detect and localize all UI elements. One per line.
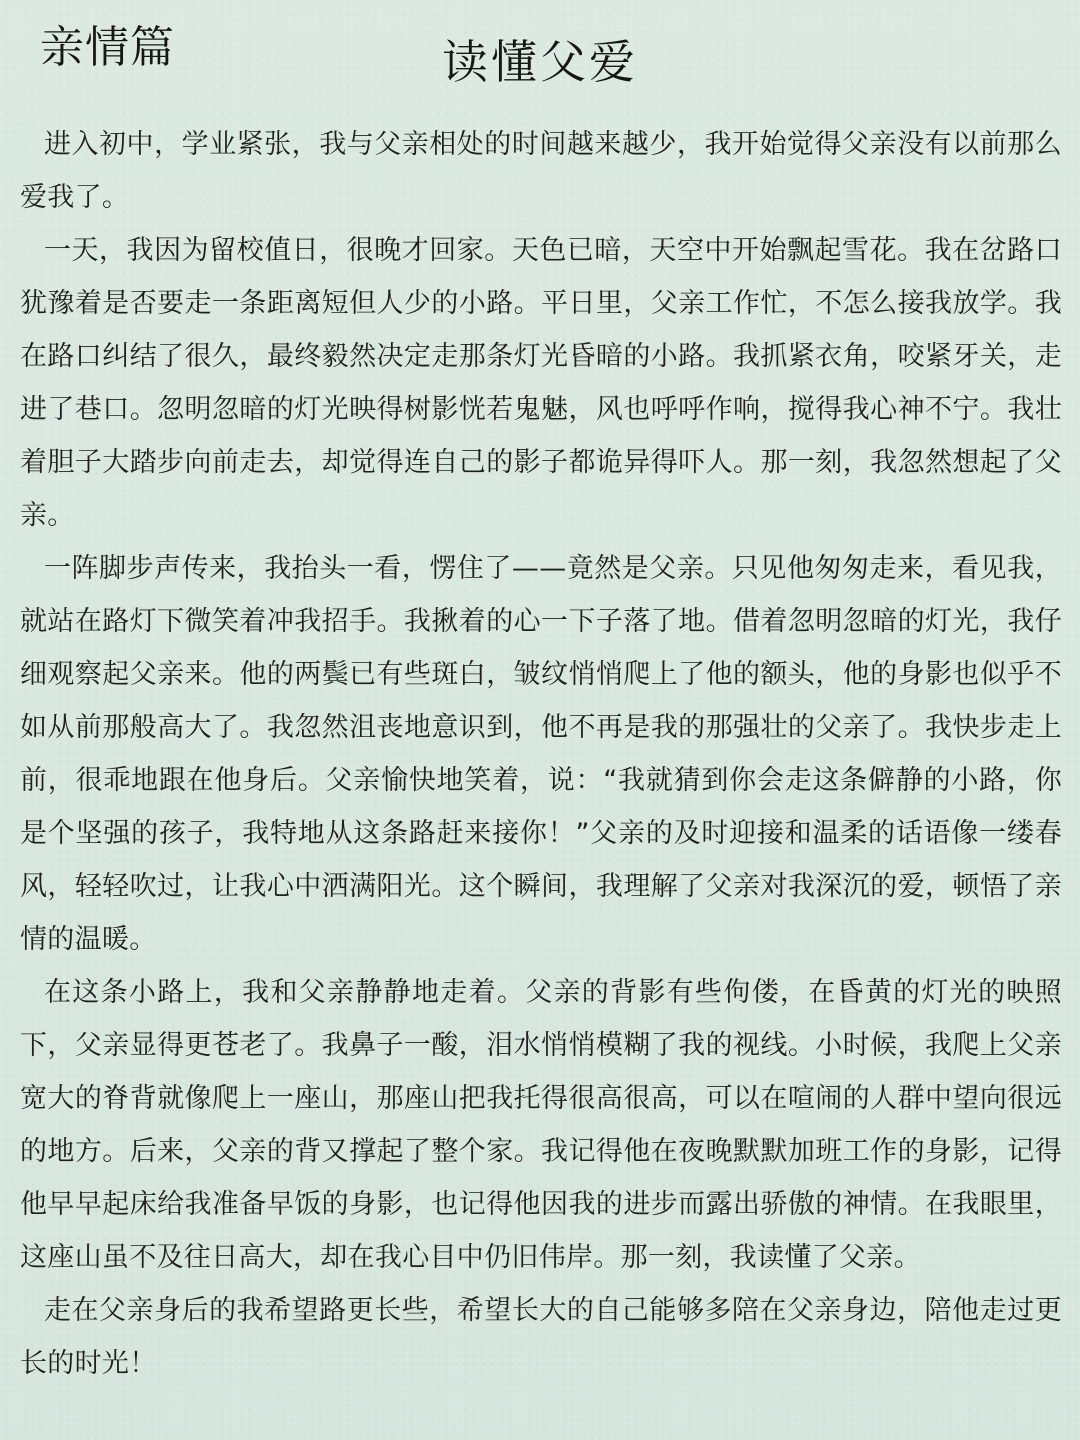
paragraph: 一阵脚步声传来，我抬头一看，愣住了——竟然是父亲。只见他匆匆走来，看见我，就站在路灯下微笑着冲我招手。我揪着的心一下子落了地。借着忽明忽暗的灯光，我仔细观察起父亲来。他的两鬓已有些斑白，皱纹悄悄爬上了他的额头，他的身影也似乎不如从前那般高大了。我忽然沮丧地意识到，他不再是我的那强壮的父亲了。我快步走上前，很乖地跟在他身后。父亲愉快地笑着，说：“我就猜到你会走这条僻静的小路，你是个坚强的孩子，我特地从这条路赶来接你！”父亲的及时迎接和温柔的话语像一缕春风，轻轻吹过，让我心中洒满阳光。这个瞬间，我理解了父亲对我深沉的爱，顿悟了亲情的温暖。 [20, 553, 1062, 955]
paragraph: 走在父亲身后的我希望路更长些，希望长大的自己能够多陪在父亲身边，陪他走过更长的时光！ [20, 1295, 1062, 1379]
paragraph: 一天，我因为留校值日，很晚才回家。天色已暗，天空中开始飘起雪花。我在岔路口犹豫着是否要走一条距离短但人少的小路。平日里，父亲工作忙，不怎么接我放学。我在路口纠结了很久，最终毅然决定走那条灯光昏暗的小路。我抓紧衣角，咬紧牙关，走进了巷口。忽明忽暗的灯光映得树影恍若鬼魅，风也呼呼作响，搅得我心神不宁。我壮着胆子大踏步向前走去，却觉得连自己的影子都诡异得吓人。那一刻，我忽然想起了父亲。 [20, 235, 1062, 531]
paragraph: 在这条小路上，我和父亲静静地走着。父亲的背影有些佝偻，在昏黄的灯光的映照下，父亲显得更苍老了。我鼻子一酸，泪水悄悄模糊了我的视线。小时候，我爬上父亲宽大的脊背就像爬上一座山，那座山把我托得很高很高，可以在喧闹的人群中望向很远的地方。后来，父亲的背又撑起了整个家。我记得他在夜晚默默加班工作的身影，记得他早早起床给我准备早饭的身影，也记得他因我的进步而露出骄傲的神情。在我眼里，这座山虽不及往日高大，却在我心目中仍旧伟岸。那一刻，我读懂了父亲。 [20, 977, 1062, 1273]
category-label: 亲情篇 [40, 22, 175, 73]
article-title: 读懂父爱 [442, 35, 638, 89]
article-body [20, 118, 1062, 1390]
paragraph: 进入初中，学业紧张，我与父亲相处的时间越来越少，我开始觉得父亲没有以前那么爱我了。 [20, 129, 1062, 213]
